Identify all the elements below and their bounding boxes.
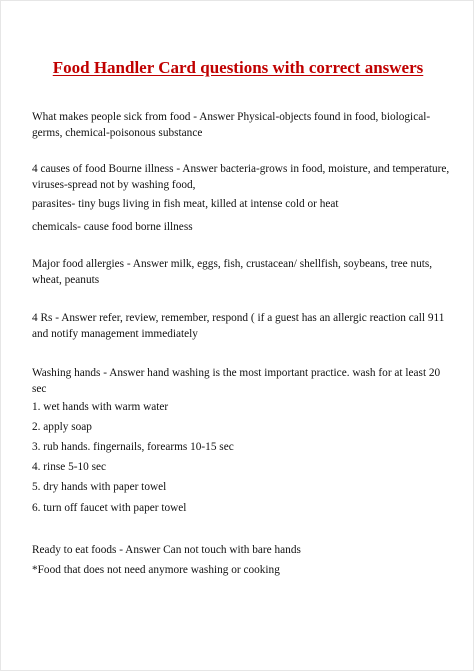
paragraph-chemicals: chemicals- cause food borne illness bbox=[32, 221, 193, 233]
list-item-step-2: 2. apply soap bbox=[32, 421, 92, 433]
list-item-step-5: 5. dry hands with paper towel bbox=[32, 481, 167, 493]
list-item-step-1: 1. wet hands with warm water bbox=[32, 401, 169, 413]
paragraph-ready-to-eat: Ready to eat foods - Answer Can not touch with bare hands bbox=[32, 544, 301, 556]
paragraph-parasites: parasites- tiny bugs living in fish meat, killed at intense cold or heat bbox=[32, 198, 339, 210]
paragraph-causes: 4 causes of food Bourne illness - Answer bacteria-grows in food, moisture, and temperature, viruses-spread not by washing food, bbox=[32, 163, 450, 191]
paragraph-allergies: Major food allergies - Answer milk, eggs, fish, crustacean/ shellfish, soybeans, tree nuts, wheat, peanuts bbox=[32, 258, 433, 286]
paragraph-sickness: What makes people sick from food - Answer Physical-objects found in food, biological-germs, chemical-poisonous substance bbox=[32, 111, 431, 139]
paragraph-4rs: 4 Rs - Answer refer, review, remember, respond ( if a guest has an allergic reaction call 911 and notify management immediately bbox=[32, 312, 445, 340]
list-item-step-6: 6. turn off faucet with paper towel bbox=[32, 502, 187, 514]
list-item-step-3: 3. rub hands. fingernails, forearms 10-15 sec bbox=[32, 441, 234, 453]
list-item-step-4: 4. rinse 5-10 sec bbox=[32, 461, 107, 473]
paragraph-washing: Washing hands - Answer hand washing is the most important practice. wash for at least 20 sec bbox=[32, 367, 441, 395]
document-title: Food Handler Card questions with correct answers bbox=[52, 58, 424, 77]
paragraph-ready-to-eat-note: *Food that does not need anymore washing or cooking bbox=[32, 564, 280, 576]
